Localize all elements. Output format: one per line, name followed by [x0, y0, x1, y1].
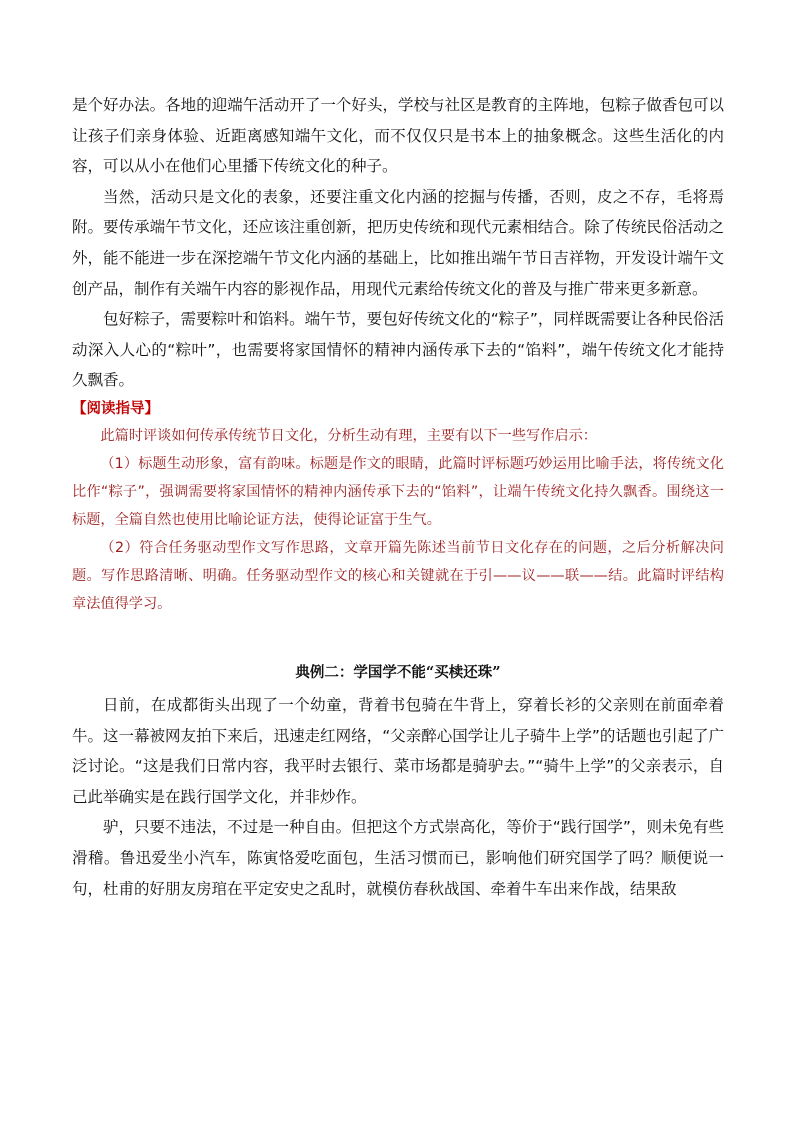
article-paragraph-2: 当然，活动只是文化的表象，还要注重文化内涵的挖掘与传播，否则，皮之不存，毛将焉附。要传承端午节文化，还应该注重创新，把历史传统和现代元素相结合。除了传统民俗活动之外，能不能进一步在深挖端午节文化内涵的基础上，比如推出端午节日吉祥物，开发设计端午文创产品，制作有关端午内容的影视作品，用现代元素给传统文化的普及与推广带来更多新意。 [72, 187, 724, 298]
section-spacer [72, 618, 724, 656]
example-2-paragraph-2: 驴，只要不违法，不过是一种自由。但把这个方式崇高化，等价于“践行国学”，则未免有些滑稽。鲁迅爱坐小汽车，陈寅恪爱吃面包，生活习惯而已，影响他们研究国学了吗？顺便说一句，杜甫的好朋友房琯在平定安史之乱时，就模仿春秋战国、牵着牛车出来作战，结果敌 [72, 818, 724, 898]
article-paragraph-1: 是个好办法。各地的迎端午活动开了一个好头，学校与社区是教育的主阵地，包粽子做香包可以让孩子们亲身体验、近距离感知端午文化，而不仅仅只是书本上的抽象概念。这些生活化的内容，可以从小在他们心里播下传统文化的种子。 [72, 96, 724, 176]
example-2-title: 典例二：学国学不能“买椟还珠” [295, 663, 501, 681]
reading-guide-intro: 此篇时评谈如何传承传统节日文化，分析生动有理，主要有以下一些写作启示： [100, 427, 597, 444]
reading-guide-point-2: （2）符合任务驱动型作文写作思路，文章开篇先陈述当前节日文化存在的问题，之后分析解决问题。写作思路清晰、明确。任务驱动型作文的核心和关键就在于引——议——联——结。此篇时评结构章法值得学习。 [72, 539, 724, 612]
reading-guide-point-1: （1）标题生动形象，富有韵味。标题是作文的眼睛，此篇时评标题巧妙运用比喻手法，将传统文化比作“粽子”，强调需要将家国情怀的精神内涵传承下去的“馅料”，让端午传统文化持久飘香。围绕这一标题，全篇自然也使用比喻论证方法，使得论证富于生气。 [72, 455, 724, 528]
reading-guide-heading: 【阅读指导】 [72, 400, 159, 417]
document-page [72, 90, 724, 904]
article-paragraph-3: 包好粽子，需要粽叶和馅料。端午节，要包好传统文化的“粽子”，同样既需要让各种民俗活动深入人心的“粽叶”，也需要将家国情怀的精神内涵传承下去的“馅料”，端午传统文化才能持久飘香。 [72, 310, 724, 390]
example-2-paragraph-1: 日前，在成都街头出现了一个幼童，背着书包骑在牛背上，穿着长衫的父亲则在前面牵着牛。这一幕被网友拍下来后，迅速走红网络，“父亲醉心国学让儿子骑牛上学”的话题也引起了广泛讨论。“这是我们日常内容，我平时去银行、菜市场都是骑驴去。”“骑牛上学”的父亲表示，自己此举确实是在践行国学文化，并非炒作。 [72, 695, 724, 806]
